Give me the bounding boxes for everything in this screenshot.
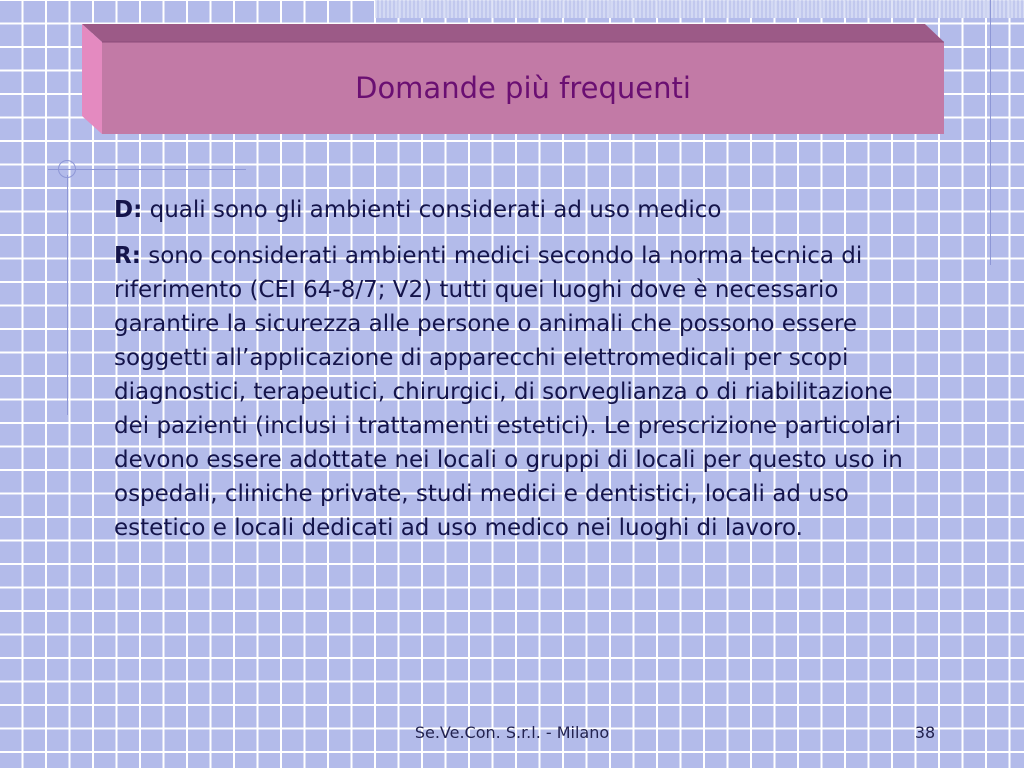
decorative-circle-icon	[58, 160, 76, 178]
left-decorative-line	[67, 175, 68, 415]
right-decorative-line	[990, 0, 991, 265]
question-paragraph	[114, 193, 934, 227]
footer-page-number: 38	[914, 723, 936, 742]
answer-text: sono considerati ambienti medici secondo la norma tecnica di riferimento (CEI 64-8/7; V2) tutti quei luoghi dove è necessario garantire la sicurezza alle persone o animali che possono essere soggetti all’applicazione di apparecchi elettromedicali per scopi diagnostici, terapeutici, chirurgici, di sorveglianza o di riabilitazione dei pazienti (inclusi i trattamenti estetici). Le prescrizione particolari devono essere adottate nei locali o gruppi di locali per questo uso in ospedali, cliniche private, studi medici e dentistici, locali ad uso estetico e locali dedicati ad uso medico nei luoghi di lavoro.	[114, 243, 903, 541]
answer-tag: R:	[114, 243, 141, 269]
footer-company: Se.Ve.Con. S.r.l. - Milano	[414, 723, 610, 742]
question-text: quali sono gli ambienti considerati ad uso medico	[142, 197, 722, 223]
question-tag: D:	[114, 197, 143, 223]
top-decorative-strip	[375, 0, 1024, 18]
slide-content	[114, 193, 934, 545]
decorative-horizontal-line	[48, 169, 246, 170]
answer-paragraph	[114, 239, 934, 545]
slide-title: Domande più frequenti	[355, 71, 691, 105]
